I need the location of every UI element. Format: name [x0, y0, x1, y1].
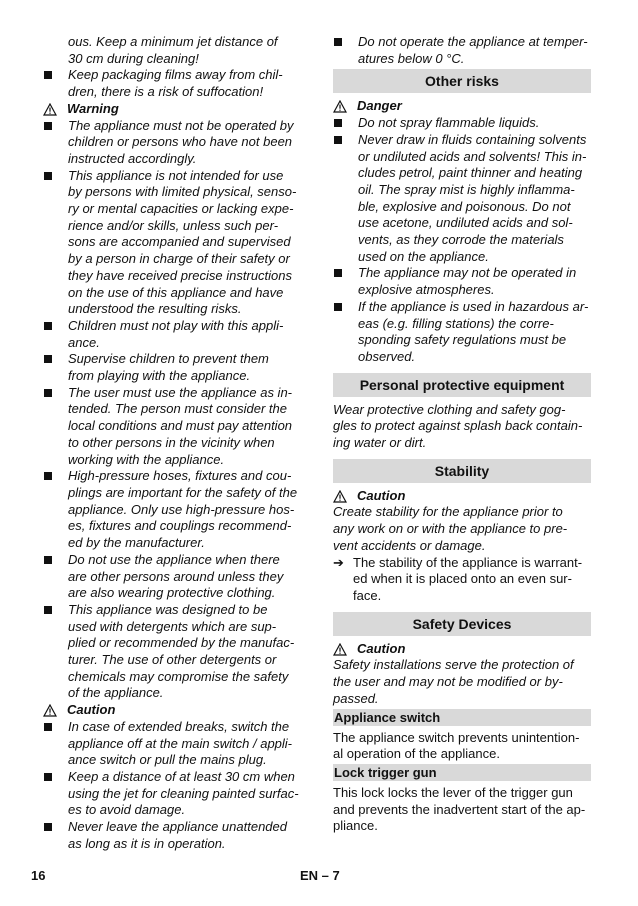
bullet-line: explosive atmospheres.	[358, 282, 495, 298]
bullet-line: es to avoid damage.	[68, 802, 186, 818]
bullet-line: Do not spray flammable liquids.	[358, 115, 540, 131]
arrow-item	[333, 555, 591, 605]
square-bullet-icon	[44, 322, 52, 330]
arrow-line: face.	[353, 587, 382, 603]
right-column	[333, 34, 591, 835]
text-line: pliance.	[333, 818, 378, 834]
bullet-line: This appliance was designed to be	[68, 601, 268, 617]
square-bullet-icon	[334, 303, 342, 311]
caution-bullets	[43, 719, 305, 853]
bullet-line: Keep packaging films away from chil-	[68, 67, 283, 83]
bullet-line: plings are important for the safety of the	[68, 484, 298, 500]
stability-text	[333, 504, 591, 554]
bullet-line: used with detergents which are sup-	[68, 618, 277, 634]
bullet-item	[43, 351, 305, 384]
ppe-heading: Personal protective equipment	[333, 373, 591, 397]
square-bullet-icon	[44, 172, 52, 180]
bullet-line: In case of extended breaks, switch the	[68, 718, 290, 734]
stability-caution-label: Caution	[357, 487, 406, 503]
bullet-line: by a person in charge of their safety or	[68, 251, 290, 267]
text-line: Create stability for the appliance prior to	[333, 504, 563, 520]
text-line: vent accidents or damage.	[333, 537, 486, 553]
appliance-switch-text	[333, 730, 591, 763]
bullet-item	[43, 819, 305, 852]
safety-caution-icon	[333, 643, 347, 656]
square-bullet-icon	[44, 606, 52, 614]
bullet-line: ance switch or pull the mains plug.	[68, 752, 267, 768]
bullet-line: or undiluted acids and solvents! This in-	[358, 148, 587, 164]
bullet-item	[333, 132, 591, 266]
arrow-line: ed when it is placed onto an even sur-	[353, 571, 572, 587]
bullet-line: eas (e.g. filling stations) the corre-	[358, 315, 554, 331]
arrow-line: The stability of the appliance is warrant-	[353, 554, 583, 570]
temperature-bullet	[333, 34, 591, 67]
square-bullet-icon	[44, 389, 52, 397]
bullet-line: es, fixtures and couplings recommend-	[68, 518, 292, 534]
bullet-line: understood the resulting risks.	[68, 301, 242, 317]
square-bullet-icon	[44, 773, 52, 781]
bullet-line: vents, as they corrode the materials	[358, 232, 564, 248]
bullet-line: rience and/or skills, unless such per-	[68, 217, 279, 233]
bullet-item	[43, 67, 305, 100]
bullet-line: sponding safety regulations must be	[358, 332, 567, 348]
other-risks-heading: Other risks	[333, 69, 591, 93]
bullet-line: oil. The spray mist is highly inflamma-	[358, 181, 575, 197]
stability-heading: Stability	[333, 459, 591, 483]
caution-label-row	[43, 702, 305, 719]
bullet-item	[333, 34, 591, 67]
bullet-item	[333, 299, 591, 366]
bullet-line: Do not operate the appliance at temper-	[358, 34, 588, 49]
bullet-line: turer. The use of other detergents or	[68, 652, 277, 668]
square-bullet-icon	[44, 723, 52, 731]
bullet-item	[43, 318, 305, 351]
safety-devices-heading: Safety Devices	[333, 612, 591, 636]
bullet-line: ry or mental capacities or lacking expe-	[68, 201, 294, 217]
text-line: gles to protect against splash back contain-	[333, 418, 583, 434]
text-line: passed.	[333, 690, 379, 706]
danger-label-row	[333, 98, 591, 115]
bullet-line: as long as it is in operation.	[68, 835, 226, 851]
bullet-line: This appliance is not intended for use	[68, 167, 284, 183]
bullet-line: observed.	[358, 348, 416, 364]
safety-text	[333, 657, 591, 707]
square-bullet-icon	[44, 71, 52, 79]
bullet-line: Do not use the appliance when there	[68, 551, 280, 567]
bullet-line: from playing with the appliance.	[68, 368, 251, 384]
bullet-line: ed by the manufacturer.	[68, 535, 205, 551]
caution-label: Caution	[67, 702, 116, 718]
bullet-line: by persons with limited physical, senso-	[68, 184, 297, 200]
bullet-line: local conditions and must pay attention	[68, 418, 293, 434]
bullet-line: of the appliance.	[68, 685, 164, 701]
text-line: al operation of the appliance.	[333, 746, 500, 762]
bullet-item	[43, 468, 305, 552]
bullet-line: dren, there is a risk of suffocation!	[68, 84, 264, 100]
bullet-line: sons are accompanied and supervised	[68, 234, 291, 250]
bullet-line: Keep a distance of at least 30 cm when	[68, 768, 295, 784]
bullet-line: cludes petrol, paint thinner and heating	[358, 165, 583, 181]
bullet-line: The appliance may not be operated in	[358, 265, 577, 281]
bullet-line: High-pressure hoses, fixtures and cou-	[68, 468, 292, 484]
warning-bullets	[43, 118, 305, 703]
square-bullet-icon	[334, 38, 342, 46]
bullet-line: Children must not play with this appli-	[68, 317, 284, 333]
text-line: the user and may not be modified or by-	[333, 674, 563, 690]
text-line: Wear protective clothing and safety gog-	[333, 401, 566, 417]
arrow-right-icon: ➔	[333, 554, 344, 570]
text-line: Safety installations serve the protection of	[333, 657, 574, 673]
bullet-item	[43, 118, 305, 168]
square-bullet-icon	[334, 119, 342, 127]
bullet-line: use acetone, undiluted acids and sol-	[358, 215, 573, 231]
bullet-item	[43, 602, 305, 702]
bullet-line: Supervise children to prevent them	[68, 351, 269, 367]
bullet-line: Never leave the appliance unattended	[68, 819, 287, 835]
text-line: ing water or dirt.	[333, 435, 427, 451]
square-bullet-icon	[44, 472, 52, 480]
bullet-item	[43, 769, 305, 819]
text-line: any work on or with the appliance to pre-	[333, 521, 568, 537]
bullet-item	[43, 552, 305, 602]
bullet-line: used on the appliance.	[358, 248, 489, 264]
bullet-line: appliance. Only use high-pressure hos-	[68, 501, 295, 517]
bullet-line: chemicals may compromise the safety	[68, 668, 289, 684]
text-line: This lock locks the lever of the trigger gun	[333, 784, 573, 800]
packaging-bullet	[43, 67, 305, 100]
page-number: 16	[31, 868, 46, 883]
danger-triangle-icon	[333, 100, 347, 113]
appliance-switch-heading: Appliance switch	[333, 709, 591, 726]
square-bullet-icon	[334, 269, 342, 277]
intro-text	[43, 34, 305, 67]
lock-trigger-text	[333, 785, 591, 835]
text-line: and prevents the inadvertent start of the ap-	[333, 801, 586, 817]
safety-caution-row	[333, 641, 591, 658]
bullet-item	[43, 385, 305, 469]
stability-caution-row	[333, 488, 591, 505]
warning-label: Warning	[67, 100, 119, 116]
bullet-item	[43, 719, 305, 769]
square-bullet-icon	[44, 122, 52, 130]
bullet-line: are also wearing protective clothing.	[68, 585, 276, 601]
left-column	[43, 34, 305, 852]
bullet-line: on the use of this appliance and have	[68, 284, 284, 300]
bullet-line: they have received precise instructions	[68, 267, 293, 283]
bullet-item	[333, 265, 591, 298]
stability-arrow-item	[333, 555, 591, 605]
bullet-line: are other persons around unless they	[68, 568, 284, 584]
bullet-line: tended. The person must consider the	[68, 401, 287, 417]
danger-bullets	[333, 115, 591, 366]
bullet-line: atures below 0 °C.	[358, 50, 465, 66]
bullet-line: to other persons in the vicinity when	[68, 434, 275, 450]
bullet-line: working with the appliance.	[68, 451, 225, 467]
bullet-line: instructed accordingly.	[68, 150, 197, 166]
lock-trigger-heading: Lock trigger gun	[333, 764, 591, 781]
bullet-line: Never draw in fluids containing solvents	[358, 131, 587, 147]
text-line: 30 cm during cleaning!	[68, 50, 199, 66]
bullet-line: using the jet for cleaning painted surfac-	[68, 785, 299, 801]
bullet-line: The appliance must not be operated by	[68, 117, 294, 133]
square-bullet-icon	[44, 355, 52, 363]
bullet-item	[43, 168, 305, 318]
ppe-text	[333, 402, 591, 452]
bullet-item	[333, 115, 591, 132]
square-bullet-icon	[334, 136, 342, 144]
bullet-line: children or persons who have not been	[68, 134, 293, 150]
footer-section-label: EN – 7	[300, 868, 340, 883]
square-bullet-icon	[44, 823, 52, 831]
bullet-line: plied or recommended by the manufac-	[68, 635, 295, 651]
square-bullet-icon	[44, 556, 52, 564]
bullet-line: appliance off at the main switch / appli-	[68, 735, 293, 751]
text-line: ous. Keep a minimum jet distance of	[68, 34, 278, 49]
bullet-line: The user must use the appliance as in-	[68, 384, 293, 400]
caution-triangle-icon	[43, 704, 57, 717]
bullet-line: If the appliance is used in hazardous ar-	[358, 298, 589, 314]
danger-label: Danger	[357, 98, 402, 114]
bullet-line: ance.	[68, 334, 100, 350]
warning-triangle-icon	[43, 103, 57, 116]
text-line: The appliance switch prevents unintention-	[333, 729, 580, 745]
stability-caution-icon	[333, 490, 347, 503]
bullet-line: ble, explosive and poisonous. Do not	[358, 198, 571, 214]
warning-label-row	[43, 101, 305, 118]
safety-caution-label: Caution	[357, 640, 406, 656]
